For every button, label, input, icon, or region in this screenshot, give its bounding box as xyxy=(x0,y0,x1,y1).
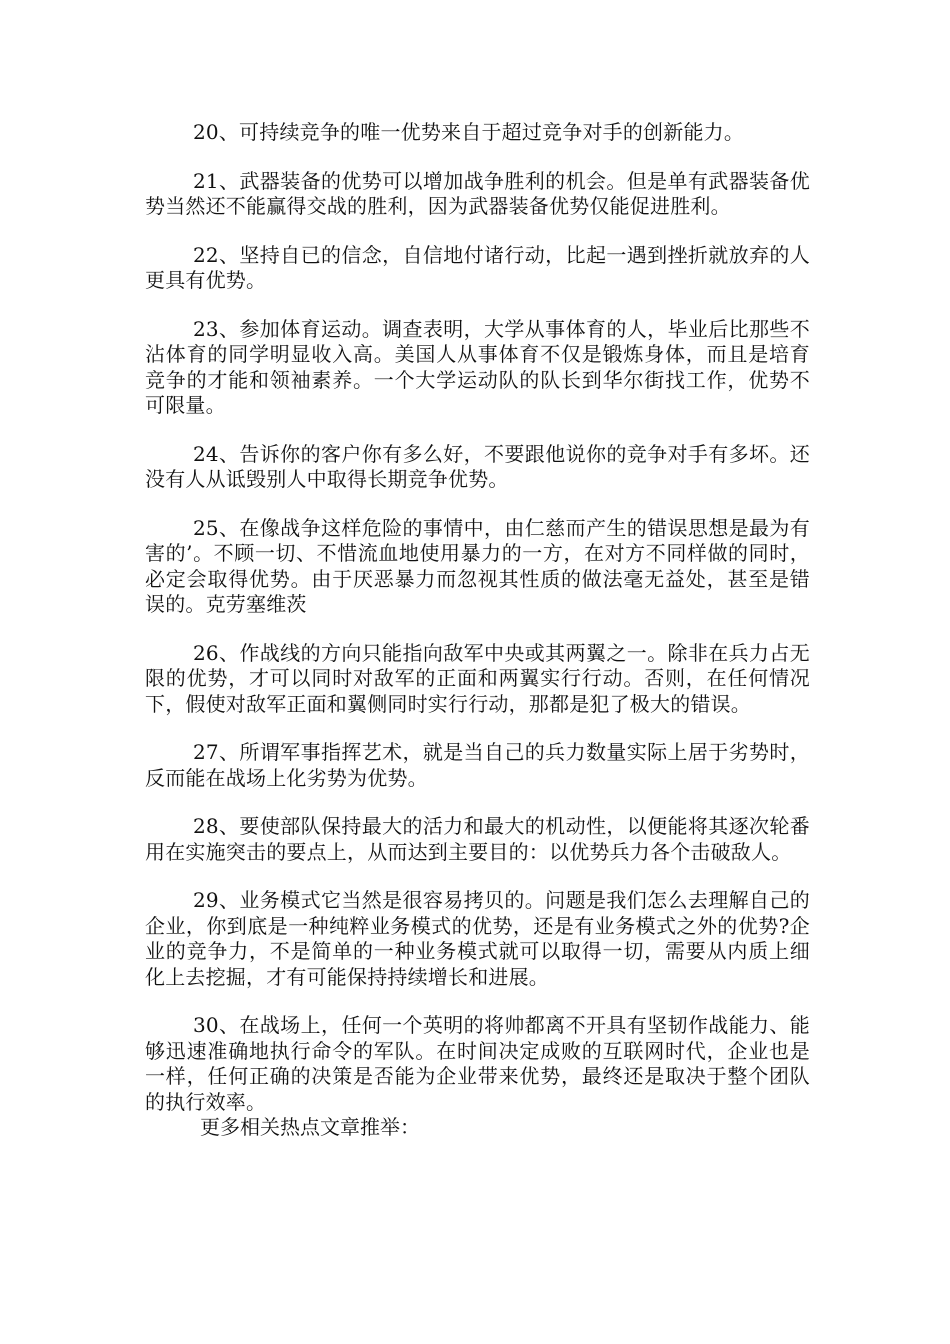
paragraph-24: 24、告诉你的客户你有多么好，不要跟他说你的竞争对手有多坏。还没有人从诋毁别人中取得长期竞争优势。 xyxy=(145,441,810,491)
paragraph-22: 22、坚持自已的信念，自信地付诸行动，比起一遇到挫折就放弃的人更具有优势。 xyxy=(145,242,810,292)
paragraph-26: 26、作战线的方向只能指向敌军中央或其两翼之一。除非在兵力占无限的优势，才可以同时对敌军的正面和两翼实行行动。否则，在任何情况下，假使对敌军正面和翼侧同时实行行动，那都是犯了极大的错误。 xyxy=(145,640,810,716)
document-body xyxy=(145,120,810,1141)
paragraph-29: 29、业务模式它当然是很容易拷贝的。问题是我们怎么去理解自己的企业，你到底是一种纯粹业务模式的优势，还是有业务模式之外的优势?企业的竞争力，不是简单的一种业务模式就可以取得一切，需要从内质上细化上去挖掘，才有可能保持持续增长和进展。 xyxy=(145,888,810,989)
related-articles-heading: 更多相关热点文章推举： xyxy=(200,1115,420,1139)
paragraph-21: 21、武器装备的优势可以增加战争胜利的机会。但是单有武器装备优势当然还不能赢得交战的胜利，因为武器装备优势仅能促进胜利。 xyxy=(145,168,810,218)
paragraph-25: 25、在像战争这样危险的事情中，由仁慈而产生的错误思想是最为有害的’。不顾一切、不惜流血地使用暴力的一方，在对方不同样做的同时，必定会取得优势。由于厌恶暴力而忽视其性质的做法毫无益处，甚至是错误的。克劳塞维茨 xyxy=(145,515,810,616)
paragraph-23: 23、参加体育运动。调查表明，大学从事体育的人，毕业后比那些不沾体育的同学明显收入高。美国人从事体育不仅是锻炼身体，而且是培育竞争的才能和领袖素养。一个大学运动队的队长到华尔街找工作，优势不可限量。 xyxy=(145,316,810,417)
paragraph-28: 28、要使部队保持最大的活力和最大的机动性，以便能将其逐次轮番用在实施突击的要点上，从而达到主要目的：以优势兵力各个击破敌人。 xyxy=(145,814,810,864)
paragraph-20: 20、可持续竞争的唯一优势来自于超过竞争对手的创新能力。 xyxy=(193,120,745,144)
paragraph-27: 27、所谓军事指挥艺术，就是当自己的兵力数量实际上居于劣势时，反而能在战场上化劣势为优势。 xyxy=(145,740,810,790)
paragraph-30: 30、在战场上，任何一个英明的将帅都离不开具有坚韧作战能力、能够迅速准确地执行命令的军队。在时间决定成败的互联网时代，企业也是一样，任何正确的决策是否能为企业带来优势，最终还是取决于整个团队的执行效率。 xyxy=(145,1013,810,1114)
